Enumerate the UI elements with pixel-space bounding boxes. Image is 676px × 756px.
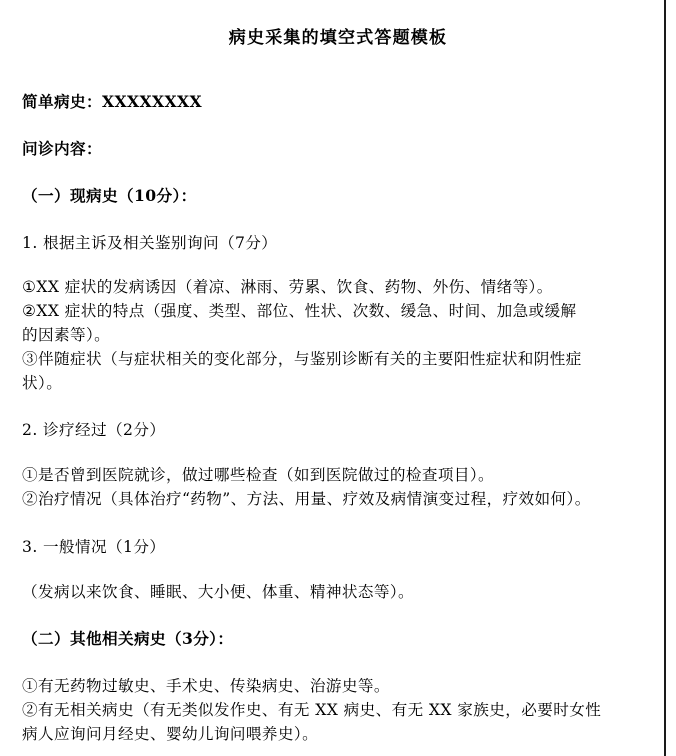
consultation-heading: 问诊内容： (22, 139, 102, 158)
item-label-chief-complaint: 1. 根据主诉及相关鉴别询问（7分） (22, 234, 278, 252)
list-item: ①XX 症状的发病诱因（着凉、淋雨、劳累、饮食、药物、外伤、情绪等）。 (22, 278, 553, 296)
item-label-general-condition: 3. 一般情况（1分） (22, 538, 166, 556)
list-item-continuation: 病人应询问月经史、婴幼儿询问喂养史）。 (22, 725, 319, 743)
section-heading-present-illness: （一）现病史（10分）： (22, 186, 197, 205)
brief-history: 简单病史：XXXXXXXX (22, 92, 202, 111)
list-item: ①有无药物过敏史、手术史、传染病史、治游史等。 (22, 677, 390, 695)
section-heading-other-history: （二）其他相关病史（3分）： (22, 629, 234, 648)
list-item: （发病以来饮食、睡眠、大小便、体重、精神状态等）。 (22, 583, 415, 601)
list-item: ②有无相关病史（有无类似发作史、有无 XX 病史、有无 XX 家族史，必要时女性 (22, 701, 602, 719)
list-item-continuation: 状）。 (22, 374, 63, 392)
list-item: ②XX 症状的特点（强度、类型、部位、性状、次数、缓急、时间、加急或缓解 (22, 302, 577, 320)
list-item: ②治疗情况（具体治疗“药物”、方法、用量、疗效及病情演变过程，疗效如何）。 (22, 490, 591, 508)
list-item: ①是否曾到医院就诊，做过哪些检查（如到医院做过的检查项目）。 (22, 466, 495, 484)
item-label-treatment-history: 2. 诊疗经过（2分） (22, 421, 166, 439)
list-item: ③伴随症状（与症状相关的变化部分，与鉴别诊断有关的主要阳性症状和阴性症 (22, 350, 582, 368)
list-item-continuation: 的因素等）。 (22, 326, 111, 344)
document-title: 病史采集的填空式答题模板 (228, 28, 448, 48)
page-edge-line (664, 0, 666, 756)
